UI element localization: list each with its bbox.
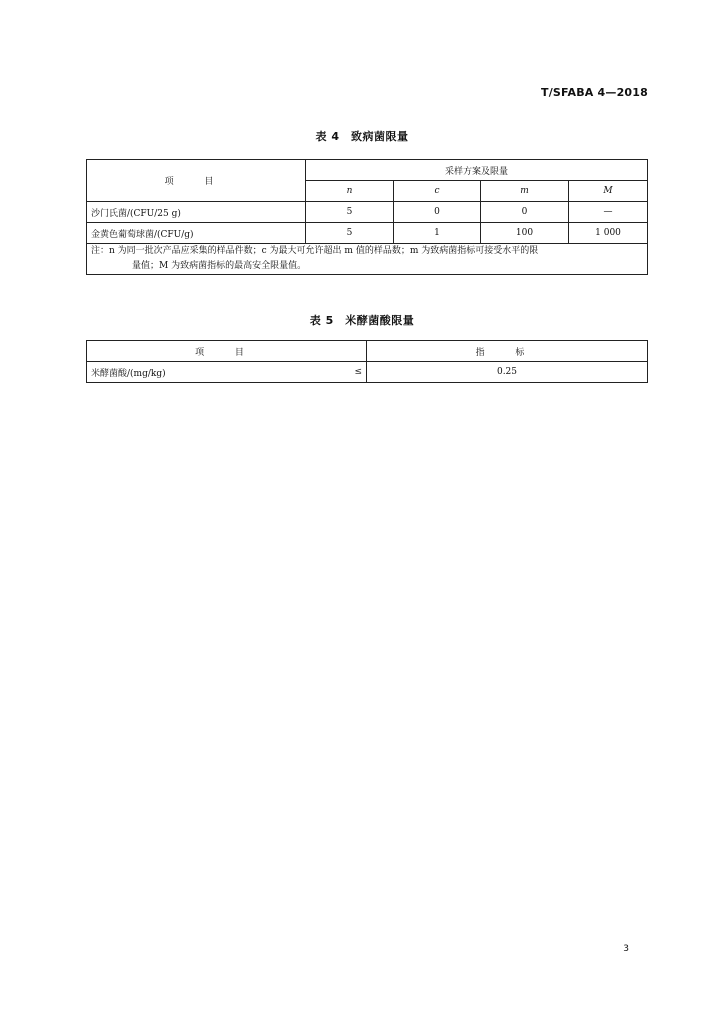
row-item-salmonella: 沙门氏菌/(CFU/25 g): [87, 202, 306, 223]
document-code: T/SFABA 4—2018: [540, 86, 648, 99]
column-header-M: M: [569, 181, 648, 202]
bongkrekic-acid-limits-table: [86, 340, 648, 383]
note-line-1: 注：n 为同一批次产品应采集的样品件数；c 为最大可允许超出 m 值的样品数；m 为致病菌指标可接受水平的限: [91, 246, 539, 256]
item-header-label: 项 目: [164, 177, 228, 187]
table-header-row: [87, 341, 648, 362]
page-number: 3: [623, 944, 629, 954]
row-item-staphylococcus: 金黄色葡萄球菌/(CFU/g): [87, 223, 306, 244]
column-header-m: m: [481, 181, 569, 202]
cell-value: 0: [481, 202, 569, 223]
table-row: [87, 223, 648, 244]
cell-value: 5: [306, 202, 394, 223]
row-item-label: 米酵菌酸/(mg/kg): [91, 368, 166, 379]
table-note-row: [87, 244, 648, 275]
cell-value: 1 000: [569, 223, 648, 244]
sampling-plan-header: 采样方案及限量: [306, 160, 648, 181]
table-5-title: 表 5 米酵菌酸限量: [309, 314, 415, 327]
pathogen-limits-table: [86, 159, 648, 275]
note-line-2: 量值；M 为致病菌指标的最高安全限量值。: [132, 261, 307, 271]
table-header-row: [87, 160, 648, 181]
cell-value: 0: [394, 202, 481, 223]
table-row: [87, 202, 648, 223]
cell-value: 1: [394, 223, 481, 244]
table-row: [87, 362, 648, 383]
cell-value: 0.25: [367, 362, 648, 383]
column-header-c: c: [394, 181, 481, 202]
table-4-title: 表 4 致病菌限量: [315, 130, 409, 143]
item-column-header: [87, 341, 367, 362]
cell-value: 5: [306, 223, 394, 244]
item-header-label: 项 目: [195, 347, 258, 358]
column-header-n: n: [306, 181, 394, 202]
table-note: [87, 244, 648, 275]
cell-value: 100: [481, 223, 569, 244]
cell-value: —: [569, 202, 648, 223]
less-equal-operator: ≤: [354, 367, 362, 377]
index-column-header: [367, 341, 648, 362]
index-header-label: 指 标: [475, 347, 539, 358]
row-item-bongkrekic-acid: [87, 362, 367, 383]
item-column-header: [87, 160, 306, 202]
